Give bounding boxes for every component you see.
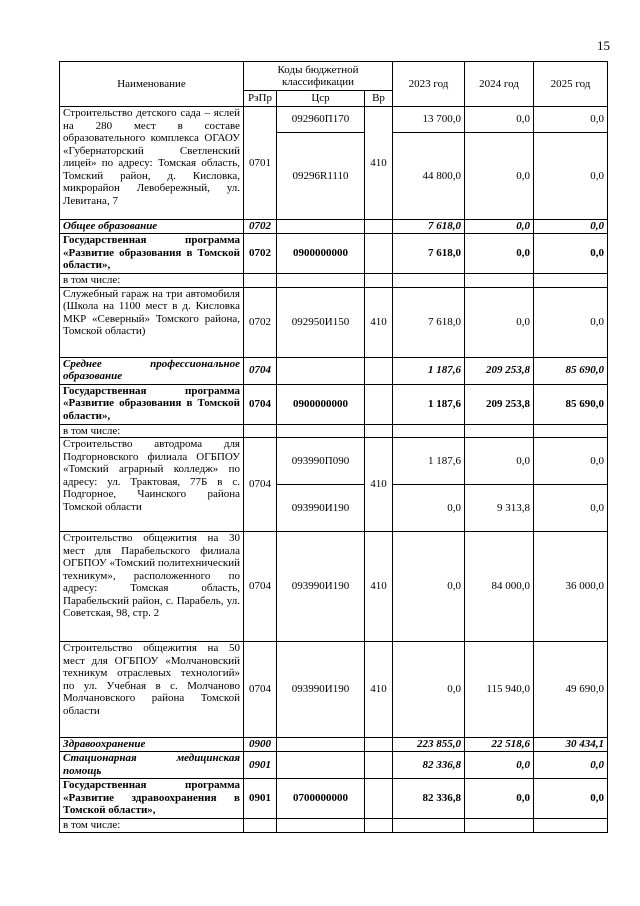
header-row bbox=[60, 62, 608, 91]
row-2024: 0,0 bbox=[465, 287, 534, 357]
row-2024: 0,0 bbox=[465, 752, 534, 779]
row-2025: 0,0 bbox=[534, 752, 608, 779]
table-row bbox=[60, 384, 608, 424]
row-rzpr: 0701 bbox=[244, 107, 277, 220]
row-2024: 84 000,0 bbox=[465, 532, 534, 642]
row-2024: 209 253,8 bbox=[465, 384, 534, 424]
row-2025: 0,0 bbox=[534, 779, 608, 819]
table-row bbox=[60, 274, 608, 288]
table-row bbox=[60, 738, 608, 752]
table-row bbox=[60, 752, 608, 779]
row-name: Государственная программа «Развитие образования в Томской области», bbox=[60, 234, 244, 274]
row-vr: 410 bbox=[365, 107, 393, 220]
row-2023: 1 187,6 bbox=[393, 438, 465, 485]
row-csr bbox=[277, 220, 365, 234]
row-rzpr: 0702 bbox=[244, 287, 277, 357]
row-2024: 115 940,0 bbox=[465, 642, 534, 738]
row-2023: 82 336,8 bbox=[393, 752, 465, 779]
row-vr bbox=[365, 220, 393, 234]
row-csr: 0700000000 bbox=[277, 779, 365, 819]
row-2025: 85 690,0 bbox=[534, 357, 608, 384]
row-2025: 0,0 bbox=[534, 220, 608, 234]
row-csr: 093990И190 bbox=[277, 642, 365, 738]
row-name: в том числе: bbox=[60, 424, 244, 438]
row-2023: 1 187,6 bbox=[393, 384, 465, 424]
header-csr: Цср bbox=[277, 91, 365, 107]
row-2023: 0,0 bbox=[393, 642, 465, 738]
header-rzpr: РзПр bbox=[244, 91, 277, 107]
table-row bbox=[60, 532, 608, 642]
row-name: Государственная программа «Развитие здравоохранения в Томской области», bbox=[60, 779, 244, 819]
row-name: Строительство автодрома для Подгорновского филиала ОГБПОУ «Томский аграрный колледж» по адресу: ул. Трактовая, 77Б в с. Подгорное, Чаинского района Томской области bbox=[60, 438, 244, 532]
row-name: Здравоохранение bbox=[60, 738, 244, 752]
table-row bbox=[60, 779, 608, 819]
row-csr: 0900000000 bbox=[277, 384, 365, 424]
row-name: Среднее профессиональное образование bbox=[60, 357, 244, 384]
row-vr bbox=[365, 234, 393, 274]
row-2024: 0,0 bbox=[465, 133, 534, 220]
row-name: Строительство общежития на 50 мест для ОГБПОУ «Молчановский техникум отраслевых технологий» по ул. Учебная в с. Молчаново Молчановского района Томской области bbox=[60, 642, 244, 738]
row-2025: 49 690,0 bbox=[534, 642, 608, 738]
row-rzpr: 0704 bbox=[244, 384, 277, 424]
row-name: Строительство детского сада – яслей на 280 мест в составе образовательного комплекса ОГАОУ «Губернаторский Светленский лицей» по адресу: Томская область, Томский район, д. Кисловка, микрорайон Левобережный, ул. Левитана, 7 bbox=[60, 107, 244, 220]
row-2023: 223 855,0 bbox=[393, 738, 465, 752]
row-2024: 209 253,8 bbox=[465, 357, 534, 384]
row-2023: 7 618,0 bbox=[393, 287, 465, 357]
header-codes: Коды бюджетной классификации bbox=[244, 62, 393, 91]
row-rzpr: 0702 bbox=[244, 220, 277, 234]
row-2023: 7 618,0 bbox=[393, 220, 465, 234]
row-2023: 1 187,6 bbox=[393, 357, 465, 384]
row-rzpr: 0900 bbox=[244, 738, 277, 752]
row-rzpr: 0702 bbox=[244, 234, 277, 274]
row-vr: 410 bbox=[365, 532, 393, 642]
row-csr: 092960П170 bbox=[277, 107, 365, 133]
row-csr: 0900000000 bbox=[277, 234, 365, 274]
row-csr: 093990П090 bbox=[277, 438, 365, 485]
table-row bbox=[60, 107, 608, 133]
row-rzpr: 0704 bbox=[244, 532, 277, 642]
row-name: Общее образование bbox=[60, 220, 244, 234]
row-name: Государственная программа «Развитие образования в Томской области», bbox=[60, 384, 244, 424]
row-2025: 30 434,1 bbox=[534, 738, 608, 752]
row-2024: 0,0 bbox=[465, 107, 534, 133]
row-rzpr: 0901 bbox=[244, 752, 277, 779]
table-row bbox=[60, 438, 608, 485]
row-rzpr: 0704 bbox=[244, 438, 277, 532]
row-2025: 0,0 bbox=[534, 438, 608, 485]
row-vr: 410 bbox=[365, 287, 393, 357]
row-name: в том числе: bbox=[60, 819, 244, 833]
row-2025: 85 690,0 bbox=[534, 384, 608, 424]
row-rzpr: 0901 bbox=[244, 779, 277, 819]
row-2025: 36 000,0 bbox=[534, 532, 608, 642]
row-2025: 0,0 bbox=[534, 234, 608, 274]
row-2023: 0,0 bbox=[393, 485, 465, 532]
row-2024: 0,0 bbox=[465, 220, 534, 234]
row-name: Строительство общежития на 30 мест для Парабельского филиала ОГБПОУ «Томский политехнический техникум», расположенного по адресу: Томская область, Парабельский район, с. Парабель, ул. Советская, 98, стр. 2 bbox=[60, 532, 244, 642]
row-2025: 0,0 bbox=[534, 107, 608, 133]
table-row bbox=[60, 642, 608, 738]
row-csr: 093990И190 bbox=[277, 485, 365, 532]
row-csr: 09296R1110 bbox=[277, 133, 365, 220]
header-name: Наименование bbox=[60, 62, 244, 107]
row-2024: 0,0 bbox=[465, 779, 534, 819]
row-2025: 0,0 bbox=[534, 287, 608, 357]
row-2023: 82 336,8 bbox=[393, 779, 465, 819]
header-2023: 2023 год bbox=[393, 62, 465, 107]
row-2023: 13 700,0 bbox=[393, 107, 465, 133]
page-number: 15 bbox=[597, 38, 610, 53]
budget-table bbox=[59, 61, 608, 833]
header-2025: 2025 год bbox=[534, 62, 608, 107]
row-vr: 410 bbox=[365, 642, 393, 738]
row-2024: 9 313,8 bbox=[465, 485, 534, 532]
row-name: Стационарная медицинская помощь bbox=[60, 752, 244, 779]
row-vr: 410 bbox=[365, 438, 393, 532]
row-name: в том числе: bbox=[60, 274, 244, 288]
row-2025: 0,0 bbox=[534, 133, 608, 220]
row-2024: 0,0 bbox=[465, 438, 534, 485]
table-row bbox=[60, 819, 608, 833]
row-2024: 0,0 bbox=[465, 234, 534, 274]
row-2024: 22 518,6 bbox=[465, 738, 534, 752]
row-2023: 7 618,0 bbox=[393, 234, 465, 274]
row-rzpr: 0704 bbox=[244, 357, 277, 384]
header-vr: Вр bbox=[365, 91, 393, 107]
row-name: Служебный гараж на три автомобиля (Школа на 1100 мест в д. Кисловка МКР «Северный» Томского района, Томской области) bbox=[60, 287, 244, 357]
row-2025: 0,0 bbox=[534, 485, 608, 532]
table-row bbox=[60, 287, 608, 357]
row-2023: 44 800,0 bbox=[393, 133, 465, 220]
table-row bbox=[60, 424, 608, 438]
row-csr: 092950И150 bbox=[277, 287, 365, 357]
row-csr: 093990И190 bbox=[277, 532, 365, 642]
row-2023: 0,0 bbox=[393, 532, 465, 642]
table-row bbox=[60, 357, 608, 384]
table-row bbox=[60, 234, 608, 274]
row-rzpr: 0704 bbox=[244, 642, 277, 738]
header-2024: 2024 год bbox=[465, 62, 534, 107]
table-row bbox=[60, 220, 608, 234]
